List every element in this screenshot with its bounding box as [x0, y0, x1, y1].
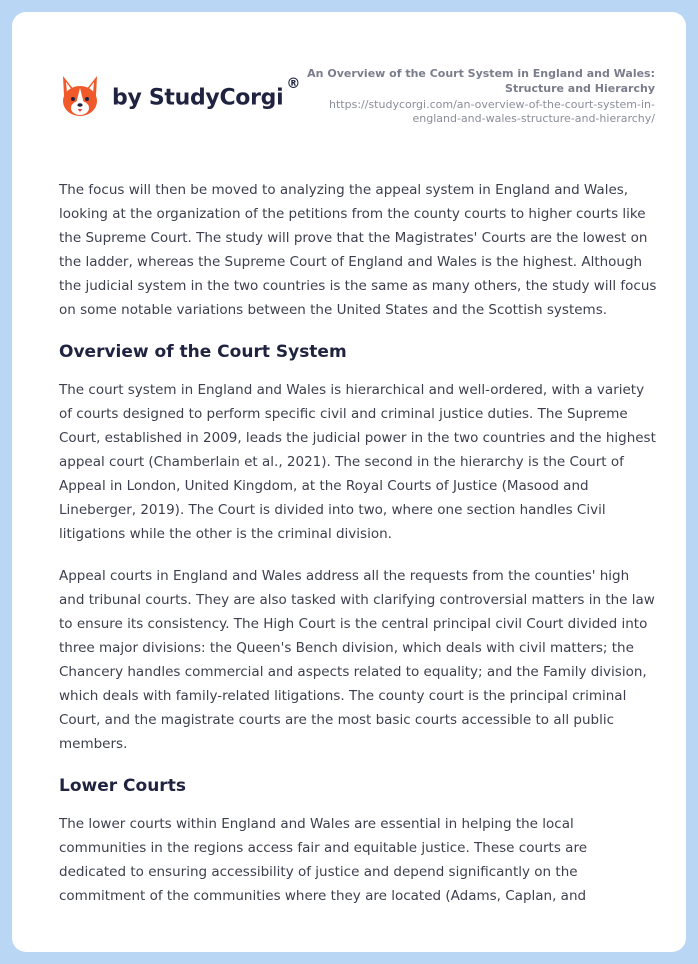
document-page [12, 12, 686, 952]
paragraph: The court system in England and Wales is hierarchical and well-ordered, with a variety of courts designed to perform specific civil and criminal justice duties. The Supreme Court, established in 2009, leads the judicial power in the two countries and the highest appeal court (Chamberlain et al., 2021). The second in the hierarchy is the Court of Appeal in London, United Kingdom, at the Royal Courts of Justice (Masood and Lineberger, 2019). The Court is divided into two, where one section handles Civil litigations while the other is the criminal division. [59, 382, 656, 542]
corgi-icon [60, 74, 100, 120]
registered-mark: ® [286, 75, 301, 92]
document-url[interactable]: https://studycorgi.com/an-overview-of-the-court-system-in-england-and-wales-structure-and-hierarchy/ [329, 98, 655, 125]
section-heading: Overview of the Court System [59, 342, 347, 362]
brand-name: by StudyCorgi® [112, 75, 301, 111]
section-heading: Lower Courts [59, 776, 186, 796]
paragraph: The lower courts within England and Wales are essential in helping the local communities in the regions access fair and equitable justice. These courts are dedicated to ensuring accessibility of justice and depend significantly on the commitment of the communities where they are located (Adams, Caplan, and [59, 816, 588, 904]
document-body [59, 178, 657, 926]
paragraph: The focus will then be moved to analyzing the appeal system in England and Wales, looking at the organization of the petitions from the county courts to higher courts like the Supreme Court. The study will prove that the Magistrates' Courts are the lowest on the ladder, whereas the Supreme Court of England and Wales is the highest. Although the judicial system in the two countries is the same as many others, the study will focus on some notable variations between the United States and the Scottish systems. [59, 182, 657, 318]
document-meta [295, 66, 655, 126]
paragraph: Appeal courts in England and Wales address all the requests from the counties' high and tribunal courts. They are also tasked with clarifying controversial matters in the law to ensure its consistency. The High Court is the central principal civil Court divided into three major divisions: the Queen's Bench division, which deals with civil matters; the Chancery handles commercial and aspects related to equality; and the Family division, which deals with family-related litigations. The county court is the principal criminal Court, and the magistrate courts are the most basic courts accessible to all public members. [59, 568, 655, 752]
studycorgi-logo[interactable] [60, 74, 300, 120]
document-title: An Overview of the Court System in England and Wales: Structure and Hierarchy [307, 67, 655, 95]
page-header [12, 12, 686, 162]
